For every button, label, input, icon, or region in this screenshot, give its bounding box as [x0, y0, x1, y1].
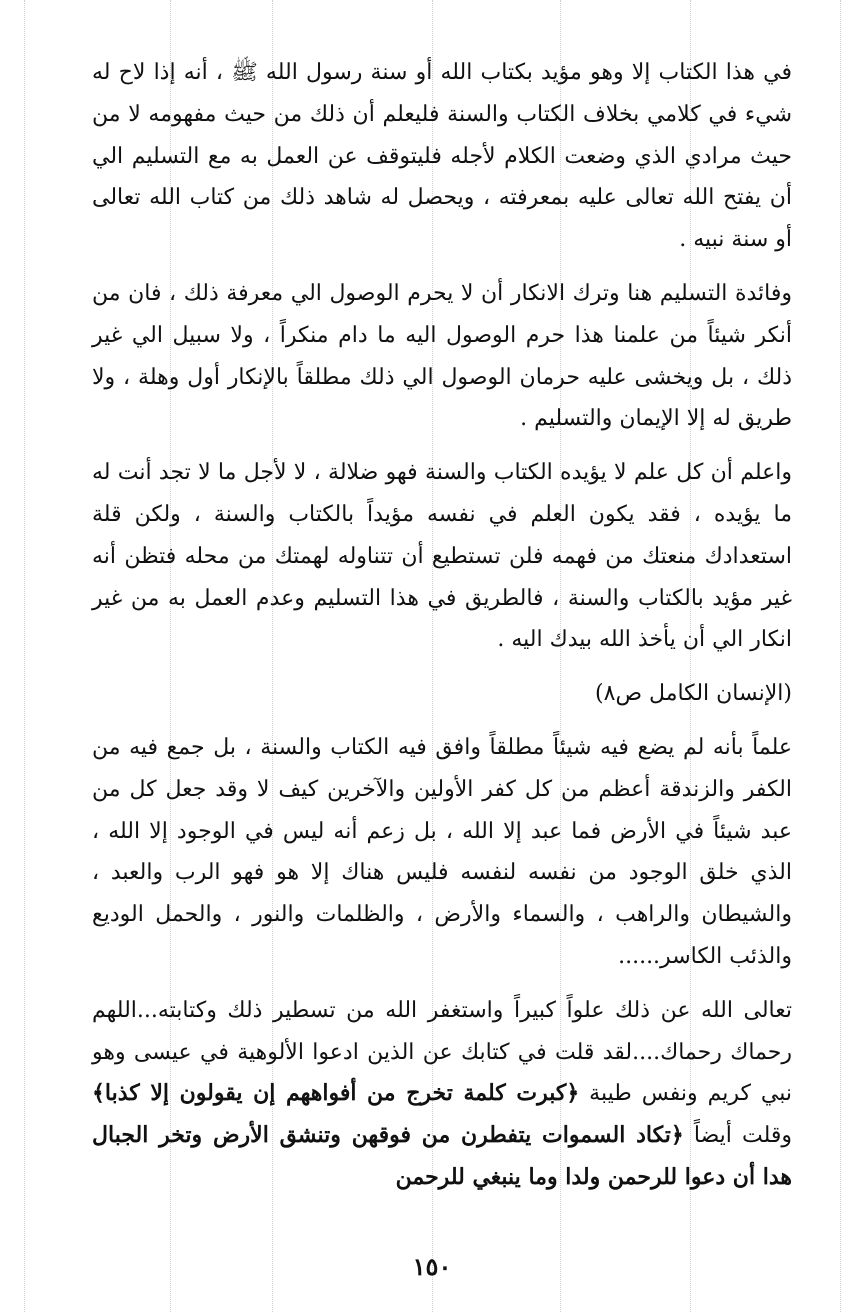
- page-text: [92, 52, 792, 1199]
- paragraph-2: وفائدة التسليم هنا وترك الانكار أن لا يحرم الوصول الي معرفة ذلك ، فان من أنكر شيئاً من علمنا هذا حرم الوصول اليه ما دام منكراً ، ولا سبيل الي غير ذلك ، بل ويخشى عليه حرمان الوصول الي ذلك مطلقاً بالإنكار أول وهلة ، ولا طريق له إلا الإيمان والتسليم .: [92, 280, 793, 432]
- dotted-guide-line: [24, 0, 25, 1312]
- paragraph-5-text-middle: وقلت أيضاً: [683, 1123, 793, 1149]
- paragraph-5-text-before: تعالى الله عن ذلك علواً كبيراً واستغفر الله من تسطير ذلك وكتابته...اللهم رحماك رحماك....لقد قلت في كتابك عن الذين ادعوا الألوهية في عيسى وهو نبي كريم ونفس طيبة: [92, 997, 792, 1107]
- paragraph-3: واعلم أن كل علم لا يؤيده الكتاب والسنة فهو ضلالة ، لا لأجل ما لا تجد أنت له ما يؤيده ، فقد يكون العلم في نفسه مؤيداً بالكتاب والسنة ، ولكن قلة استعدادك منعتك من فهمه فلن تستطيع أن تتناوله لهمتك من محله فتظن أنه غير مؤيد بالكتاب والسنة ، فالطريق في هذا التسليم وعدم العمل به من غير انكار الي أن يأخذ الله بيدك اليه .: [92, 460, 792, 653]
- source-reference: (الإنسان الكامل ص٨): [595, 681, 792, 707]
- quran-quote-2: ﴿تكاد السموات يتفطرن من فوقهن وتنشق الأرض وتخر الجبال هدا أن دعوا للرحمن ولدا وما ينبغي للرحمن: [92, 1122, 792, 1190]
- page-number: ١٥٠: [412, 1252, 452, 1281]
- paragraph-1: في هذا الكتاب إلا وهو مؤيد بكتاب الله أو سنة رسول الله ﷺ ، أنه إذا لاح له شيء في كلامي بخلاف الكتاب والسنة فليعلم أن ذلك من حيث مفهومه لا من حيث مرادي الذي وضعت الكلام لأجله فليتوقف عن العمل به مع التسليم الي أن يفتح الله تعالى عليه بمعرفته ، ويحصل له شاهد ذلك من كتاب الله تعالى أو سنة نبيه .: [92, 60, 793, 253]
- paragraph-4: علماً بأنه لم يضع فيه شيئاً مطلقاً وافق فيه الكتاب والسنة ، بل جمع فيه من الكفر والزندقة أعظم من كل كفر الأولين والآخرين كيف لا وقد جعل كل من عبد شيئاً في الأرض فما عبد إلا الله ، بل زعم أنه ليس في الوجود إلا الله ، الذي خلق الوجود من نفسه لنفسه فليس هناك إلا هو فهو الرب والعبد ، والشيطان والراهب ، والسماء والأرض ، والظلمات والنور ، والحمل الوديع والذئب الكاسر......: [92, 734, 792, 969]
- dotted-guide-line: [840, 0, 841, 1312]
- quran-quote-1: ﴿كبرت كلمة تخرج من أفواههم إن يقولون إلا كذبا﴾: [92, 1080, 580, 1107]
- paragraph-5: [92, 990, 792, 1199]
